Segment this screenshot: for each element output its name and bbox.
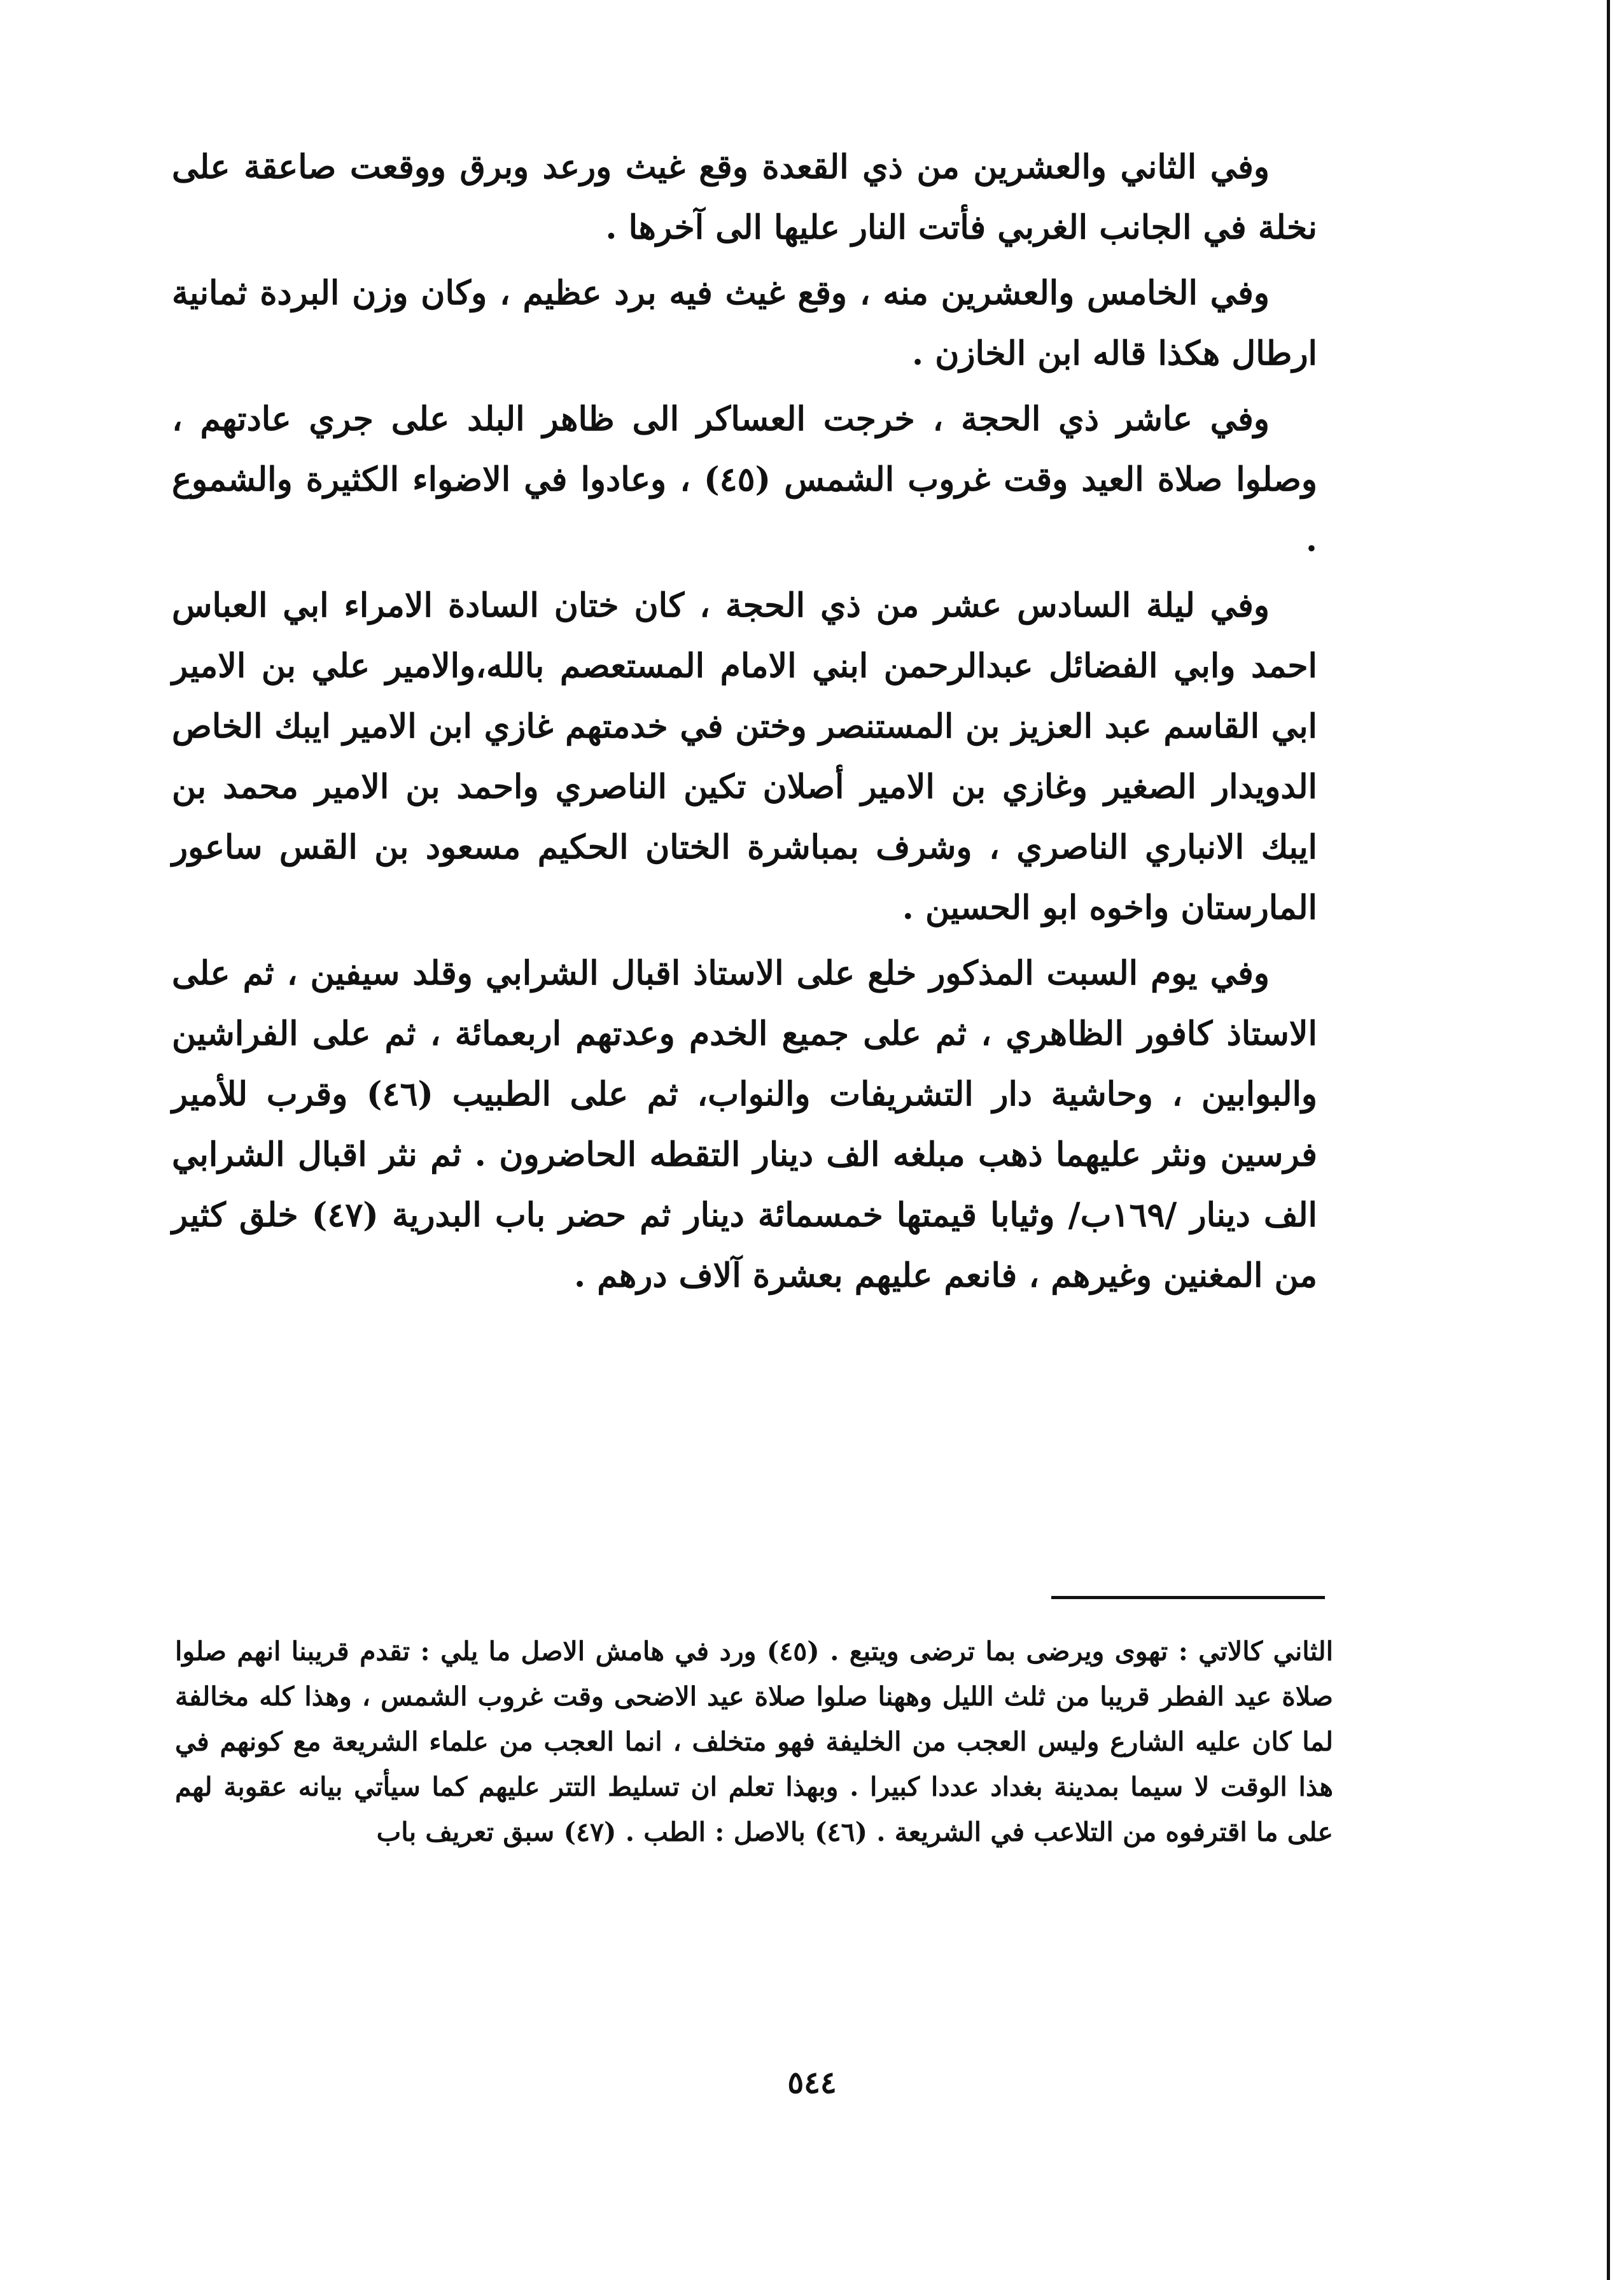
paragraph-3: وفي عاشر ذي الحجة ، خرجت العساكر الى ظاهر البلد على جري عادتهم ، وصلوا صلاة العيد وقت غروب الشمس (٤٥) ، وعادوا في الاضواء الكثيرة والشموع . bbox=[172, 400, 1317, 559]
paragraph-2: وفي الخامس والعشرين منه ، وقع غيث فيه برد عظيم ، وكان وزن البردة ثمانية ارطال هكذا قاله ابن الخازن . bbox=[172, 274, 1317, 373]
page-number: ٥٤٤ bbox=[787, 2065, 837, 2101]
paragraph-1: وفي الثاني والعشرين من ذي القعدة وقع غيث ورعد وبرق ووقعت صاعقة على نخلة في الجانب الغربي فأتت النار عليها الى آخرها . bbox=[172, 148, 1317, 247]
main-text bbox=[172, 137, 1317, 1311]
footnotes-text: الثاني كالاتي : تهوى ويرضى بما ترضى ويتبع . (٤٥) ورد في هامش الاصل ما يلي : تقدم قريبنا انهم صلوا صلاة عيد الفطر قريبا من ثلث الليل وههنا صلوا صلاة عيد الاضحى وقت غروب الشمس ، وهذا كله مخالفة لما كان عليه الشارع وليس العجب من الخليفة فهو متخلف ، انما العجب من علماء الشريعة مع كونهم في هذا الوقت لا سيما بمدينة بغداد عددا كبيرا . وبهذا تعلم ان تسليط التتر عليهم كما سيأتي بيانه عقوبة لهم على ما اقترفوه من التلاعب في الشريعة . (٤٦) بالاصل : الطب . (٤٧) سبق تعريف باب bbox=[175, 1636, 1333, 1847]
page-edge-line bbox=[1607, 0, 1610, 2280]
paragraph-5: وفي يوم السبت المذكور خلع على الاستاذ اقبال الشرابي وقلد سيفين ، ثم على الاستاذ كافور الظاهري ، ثم على جميع الخدم وعدتهم اربعمائة ، ثم على الفراشين والبوابين ، وحاشية دار التشريفات والنواب، ثم على الطبيب (٤٦) وقرب للأمير فرسين ونثر عليهما ذهب مبلغه الف دينار التقطه الحاضرون . ثم نثر اقبال الشرابي الف دينار /١٦٩ب/ وثيابا قيمتها خمسمائة دينار ثم حضر باب البدرية (٤٧) خلق كثير من المغنين وغيرهم ، فانعم عليهم بعشرة آلاف درهم . bbox=[172, 954, 1318, 1295]
footnotes bbox=[175, 1629, 1333, 1855]
footnote-separator bbox=[1051, 1596, 1325, 1599]
paragraph-4: وفي ليلة السادس عشر من ذي الحجة ، كان ختان السادة الامراء ابي العباس احمد وابي الفضائل عبدالرحمن ابني الامام المستعصم بالله،والامير علي بن الامير ابي القاسم عبد العزيز بن المستنصر وختن في خدمتهم غازي ابن الامير ايبك الخاص الدويدار الصغير وغازي بن الامير أصلان تكين الناصري واحمد بن الامير محمد بن ايبك الانباري الناصري ، وشرف بمباشرة الختان الحكيم مسعود بن القس ساعور المارستان واخوه ابو الحسين . bbox=[172, 586, 1317, 927]
